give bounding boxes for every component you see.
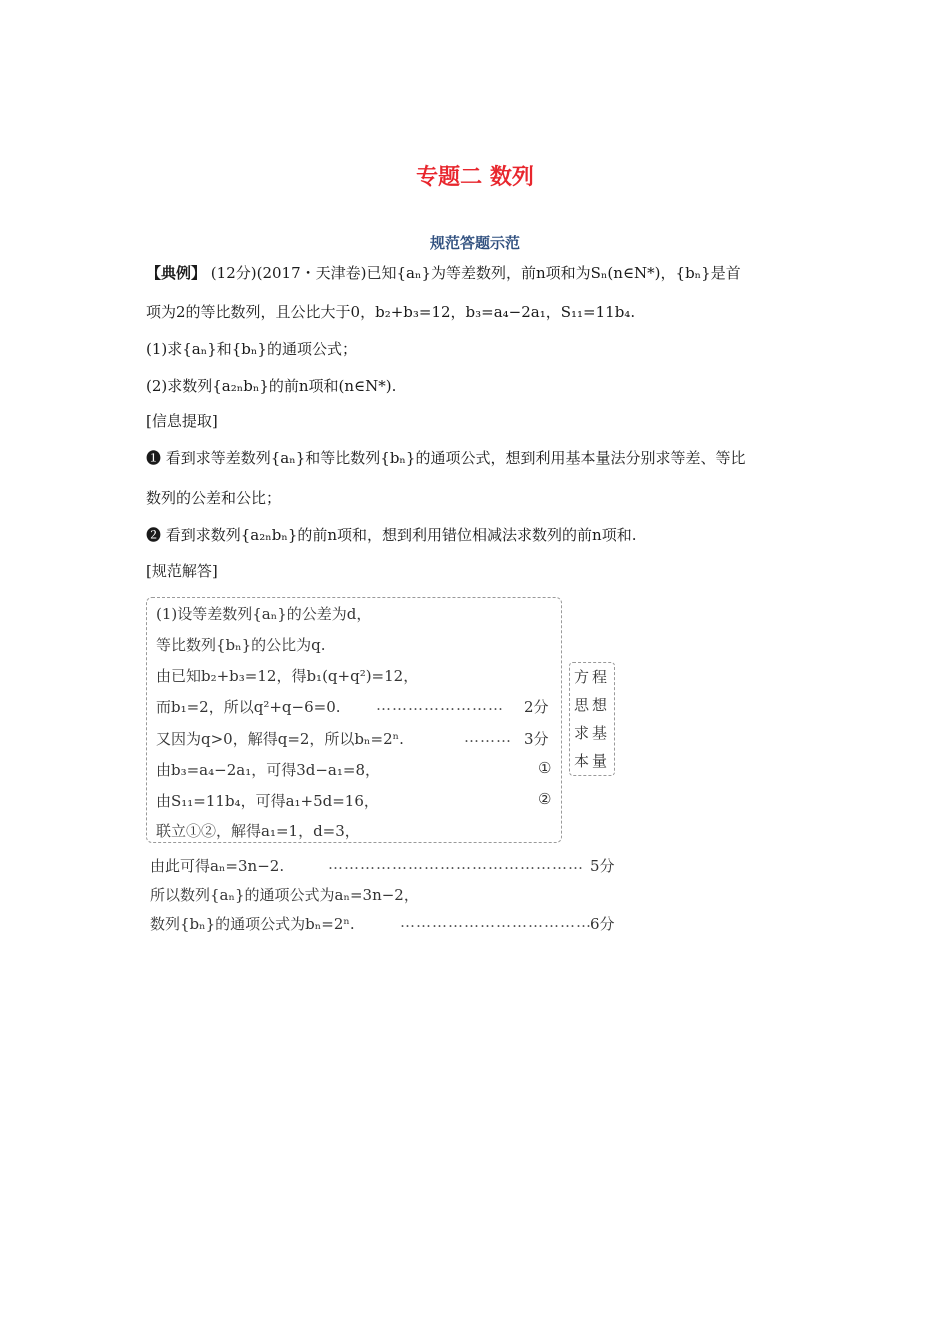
solution-heading: [规范解答] bbox=[146, 562, 218, 580]
info-point-1b: 数列的公差和公比； bbox=[146, 489, 282, 507]
info-point-2: ❷ 看到求数列{a₂ₙbₙ}的前n项和，想到利用错位相减法求数列的前n项和. bbox=[146, 526, 637, 544]
info-point-1a: ❶ 看到求等差数列{aₙ}和等比数列{bₙ}的通项公式，想到利用基本量法分别求等差、等比 bbox=[146, 449, 746, 467]
solution-line-7: 由S₁₁=11b₄，可得a₁+5d=16， bbox=[156, 792, 379, 810]
after-line-1: 由此可得aₙ=3n−2. bbox=[150, 857, 285, 875]
solution-line-8: 联立①②，解得a₁=1，d=3， bbox=[156, 822, 360, 840]
dot-leader: ………………………………………… bbox=[328, 855, 584, 873]
example-score: (12分) bbox=[210, 264, 257, 282]
equation-mark-2: ② bbox=[538, 790, 552, 808]
side-note-line-1: 方程 bbox=[573, 668, 610, 686]
dot-leader: …………………… bbox=[376, 696, 504, 714]
example-source: (2017・天津卷) bbox=[256, 264, 367, 282]
solution-line-4: 而b₁=2，所以q²+q−6=0. bbox=[156, 698, 341, 716]
dot-leader: ……………………………… bbox=[400, 913, 592, 931]
solution-line-3: 由已知b₂+b₃=12，得b₁(q+q²)=12， bbox=[156, 667, 419, 685]
side-note-line-4: 本量 bbox=[573, 752, 610, 770]
score-5: 5分 bbox=[590, 857, 615, 875]
example-line-1 bbox=[146, 262, 816, 283]
after-line-3: 数列{bₙ}的通项公式为bₙ=2ⁿ. bbox=[150, 915, 355, 933]
score-3: 3分 bbox=[524, 730, 549, 748]
equation-mark-1: ① bbox=[538, 759, 552, 777]
example-text-1: 已知{aₙ}为等差数列，前n项和为Sₙ(n∈N*)，{bₙ}是首 bbox=[366, 264, 741, 282]
score-2: 2分 bbox=[524, 698, 549, 716]
solution-line-2: 等比数列{bₙ}的公比为q. bbox=[156, 636, 326, 654]
side-note-box bbox=[569, 662, 615, 776]
info-heading: [信息提取] bbox=[146, 412, 218, 430]
solution-line-5: 又因为q>0，解得q=2，所以bₙ=2ⁿ. bbox=[156, 730, 404, 748]
example-text-2: 项为2的等比数列，且公比大于0，b₂+b₃=12，b₃=a₄−2a₁，S₁₁=11b₄. bbox=[146, 303, 636, 321]
side-note-line-2: 思想 bbox=[573, 696, 610, 714]
page-title: 专题二 数列 bbox=[416, 165, 534, 190]
question-1: (1)求{aₙ}和{bₙ}的通项公式； bbox=[146, 340, 357, 358]
section-subtitle: 规范答题示范 bbox=[429, 234, 520, 252]
after-line-2: 所以数列{aₙ}的通项公式为aₙ=3n−2， bbox=[150, 886, 419, 904]
score-6: 6分 bbox=[590, 915, 615, 933]
solution-line-6: 由b₃=a₄−2a₁，可得3d−a₁=8， bbox=[156, 761, 380, 779]
dot-leader: ……… bbox=[464, 728, 512, 746]
question-2: (2)求数列{a₂ₙbₙ}的前n项和(n∈N*). bbox=[146, 377, 397, 395]
example-tag: 【典例】 bbox=[146, 264, 207, 282]
solution-line-1: (1)设等差数列{aₙ}的公差为d， bbox=[156, 605, 372, 623]
side-note-line-3: 求基 bbox=[573, 724, 610, 742]
